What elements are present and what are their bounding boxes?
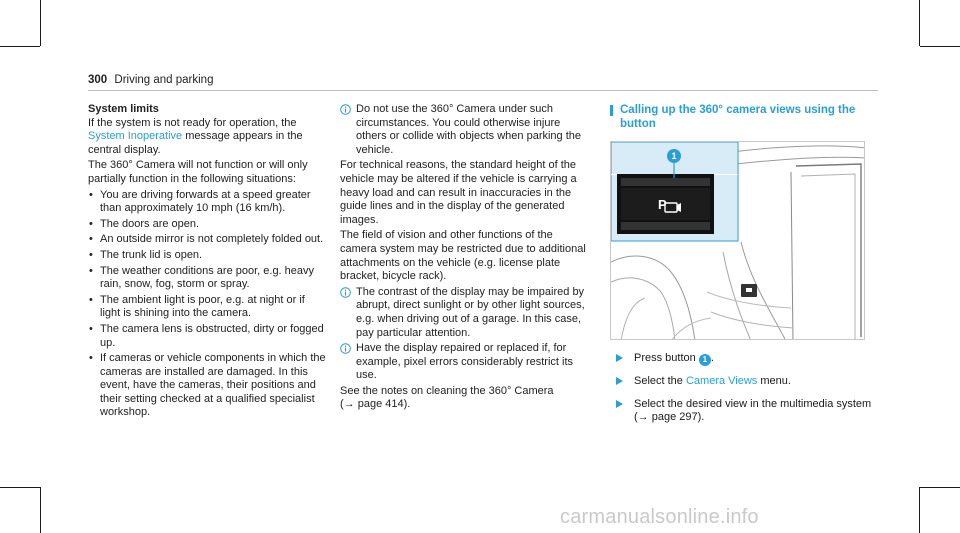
step-press-button: Press button 1 .	[610, 352, 878, 366]
crop-mark	[0, 46, 40, 47]
info-icon	[340, 287, 351, 298]
list-item: • The camera lens is obstructed, dirty or fogged up.	[88, 323, 328, 350]
list-item: • The weather conditions are poor, e.g. heavy rain, snow, fog, storm or spray.	[88, 265, 328, 292]
step-select-camera-views: Select the Camera Views menu.	[610, 375, 878, 389]
step-select-view: Select the desired view in the multimedia system (→ page 297).	[610, 398, 878, 425]
dashboard-drawing	[611, 142, 865, 340]
list-item: • You are driving forwards at a speed greater than approximately 10 mph (16 km/h).	[88, 189, 328, 216]
page-reference: (→ page 414).	[340, 398, 411, 411]
list-item: • The doors are open.	[88, 218, 328, 232]
page-number: 300	[88, 74, 108, 86]
crop-mark	[919, 487, 920, 533]
column-calling-up	[610, 103, 878, 131]
crop-mark	[40, 0, 41, 46]
crop-mark	[920, 46, 960, 47]
dashboard-illustration	[610, 141, 865, 340]
list-item: • If cameras or vehicle components in which the cameras are installed are damaged. In this event, have the cameras, their positions and their setting checked at a qualified specialist workshop.	[88, 352, 328, 420]
heading-calling-up-camera-views: Calling up the 360° camera views using the button	[610, 103, 878, 131]
partial-function-paragraph: The 360° Camera will not function or will only partially function in the following situations:	[88, 159, 308, 185]
svg-text:P: P	[658, 197, 667, 212]
crop-mark	[920, 487, 960, 488]
crop-mark	[40, 487, 41, 533]
crop-mark	[0, 487, 40, 488]
column-notes	[340, 103, 590, 414]
list-item: • The ambient light is poor, e.g. at night or if light is shining into the camera.	[88, 294, 328, 321]
watermark: carmanualsonline.info	[560, 506, 759, 528]
field-of-vision-paragraph: The field of vision and other functions of the camera system may be restricted due to additional attachments on the vehicle (e.g. license plate bracket, bicycle rack).	[340, 229, 586, 283]
header-divider	[88, 90, 878, 91]
callout-badge: 1	[699, 354, 711, 366]
column-system-limits	[88, 103, 328, 422]
technical-reasons-paragraph: For technical reasons, the standard height of the vehicle may be altered if the vehicle is carrying a heavy load and can result in inaccuracies in the guide lines and in the display of the generated images.	[340, 159, 577, 226]
camera-views-menu: Camera Views	[685, 375, 758, 387]
system-inoperative-message: System Inoperative	[88, 130, 183, 143]
info-icon	[340, 343, 351, 354]
section-title: Driving and parking	[114, 74, 214, 86]
limits-list	[88, 189, 328, 421]
page-header	[88, 74, 213, 86]
step-arrow-icon	[616, 400, 623, 408]
note-do-not-use: Do not use the 360° Camera under such circumstances. You could otherwise injure others or collide with objects when parking the vehicle.	[340, 103, 590, 157]
intro-paragraph: If the system is not ready for operation, the System Inoperative message appears in the central display.	[88, 116, 303, 156]
callout-badge: 1	[671, 151, 677, 161]
note-repair-display: Have the display repaired or replaced if, for example, pixel errors considerably restrict its use.	[340, 342, 590, 383]
instruction-steps	[610, 352, 878, 434]
step-arrow-icon	[616, 354, 623, 362]
note-contrast: The contrast of the display may be impaired by abrupt, direct sunlight or by other light sources, e.g. when driving out of a garage. In this case, pay particular attention.	[340, 286, 590, 340]
crop-mark	[919, 0, 920, 46]
cleaning-reference: See the notes on cleaning the 360° Camera (→ page 414).	[340, 384, 554, 411]
list-item: • The trunk lid is open.	[88, 249, 328, 263]
info-icon	[340, 104, 351, 115]
heading-system-limits: System limits	[88, 103, 159, 115]
step-arrow-icon	[616, 377, 623, 385]
list-item: • An outside mirror is not completely folded out.	[88, 233, 328, 247]
